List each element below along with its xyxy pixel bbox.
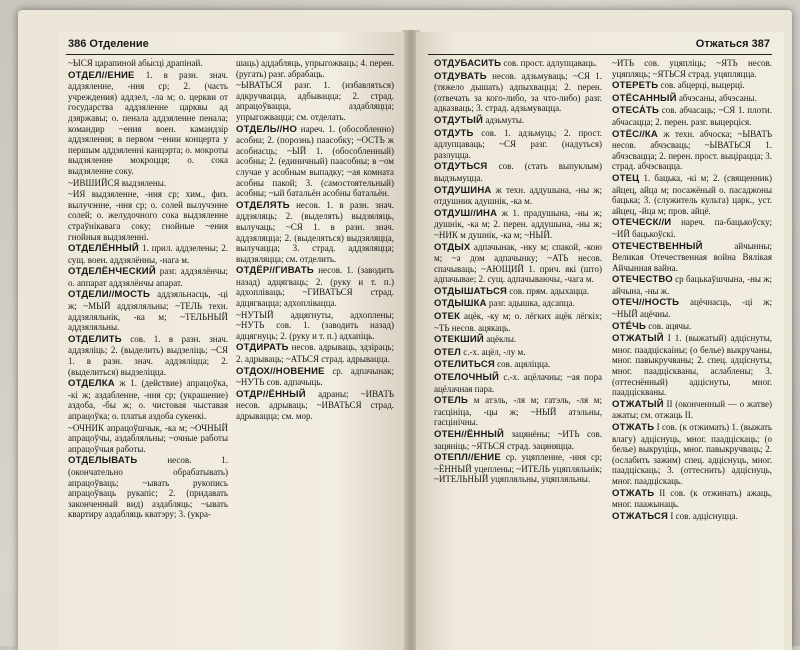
entry-definition: ж техн. абчоска; ~ЫВАТЬ несов. абчэсваць; ~ЫВАТЬСЯ 1. абчэсвацца; 2. перен. прост. выцірацца; 3. страд. абчэсвацца. [612,128,772,172]
entry-headword: ОТДУТЬ [434,127,474,139]
entry-headword: ОТДЫШАТЬСЯ [434,285,508,297]
entry-headword: ОТЕН//ЁННЫЙ [434,429,505,440]
entry-headword: ОТЁС//КА [612,128,658,140]
header-rule [428,54,772,55]
dictionary-entry [612,217,772,239]
dictionary-entry [434,115,602,127]
entry-definition: зацянёны; ~ИТЬ сов. зацяніць; ~ЯТЬСЯ страд. зацяняцца. [434,429,602,451]
entry-headword: ОТДУШИНА [434,184,492,196]
entry-headword: ОТДУТЫЙ [434,114,484,126]
entry-headword: ОТЕЧ//НОСТЬ [612,297,680,309]
dictionary-entry [434,185,602,207]
dictionary-entry [68,334,228,377]
dictionary-entry [434,161,602,183]
entry-definition: ацёк, -ку м; о. лёгких ацёк лёгкіх; ~ТЬ несов. ацякаць. [434,311,602,333]
entry-headword: ОТДЕЛЬ//НО [236,123,298,135]
entry-definition: ~ЫВАТЬСЯ разг. 1. (избавляться) адкручвацца, адбывацца; 2. страд. апрацоўвацца, аздабляцца; упрыгожвацца; см. отделать. [236,80,394,122]
dictionary-entry [434,242,602,285]
dictionary-entry [434,58,602,70]
entry-headword: ОТДЕЛИ//МОСТЬ [68,289,150,301]
dictionary-entry [612,173,772,216]
entry-definition: сов. ацяліцца. [497,359,551,370]
entry-headword: ОТДЕЛЁННЫЙ [68,243,139,255]
entry-definition: несов. 1. (заводить назад) адцягваць; 2. (руку и т. п.) адхопліваць; ~ГИВАТЬСЯ страд. адцягвацца; адхоплівацца. [236,265,394,309]
entry-headword: ОТЖАТЬСЯ [612,510,669,522]
entry-definition: шаць) аддабляць, упрыгожваць; 4. перен. (ругать) разг. абраба́ць. [236,58,394,79]
entry-definition: айчынны; Великая Отечественная война Вялікая Айчынная вайна. [612,240,772,273]
entry-definition: ср. адпачынак; ~НУТЬ сов. адпачыць. [236,365,394,388]
dictionary-entry [434,359,602,371]
entry-definition: сов. абцерці, выцерці. [660,80,745,91]
entry-headword: ОТДЕЛЁНЧЕСКИЙ [68,266,156,278]
dictionary-entry [434,286,602,298]
entry-headword: ОТЕСА́ТЬ [612,105,660,117]
entry-headword: ОТЖАТЫЙ [612,333,664,345]
entry-definition: с.-х. ацёлачны; ~ая пора ацёлачная пара. [434,372,602,394]
dictionary-entry [68,455,228,520]
right-page-header: Отжаться 387 [695,38,770,50]
entry-headword: ОТЕПЛ//ЕНИЕ [434,452,501,464]
dictionary-entry [236,342,394,364]
dictionary-entry [612,129,772,172]
entry-headword: ОТДУБАСИТЬ [434,58,502,69]
dictionary-entry [68,289,228,332]
entry-definition: ж 1. прадушына, -ны ж; душнік, -ка м; 2. перен. аддушына, -ны ж; ~НИК м душнік, -ка м; ~НЫЙ. [434,207,602,240]
dictionary-entry [236,366,394,388]
entry-headword: ОТДУТЬСЯ [434,161,488,173]
entry-headword: ОТЕЛИТЬСЯ [434,359,495,371]
entry-headword: ОТЕЧЕСК//И [612,217,672,229]
entry-headword: ОТДУВАТЬ [434,70,487,82]
dictionary-entry [612,105,772,127]
entry-headword: ОТДЫШКА [434,298,487,310]
entry-headword: ОТДР//ЁННЫЙ [236,388,306,400]
entry-definition: ~ИВШИЙСЯ выдзялены. [68,177,166,188]
entry-headword: ОТЕЛЬ [434,395,469,407]
dictionary-entry [434,298,602,310]
entry-definition: несов. адрываць, здзіраць; 2. адрываць; ~АТЬСЯ страд. адрывацца. [236,342,394,365]
entry-definition: ср бацькаўшчына, -ны ж; айчына, -ны ж. [612,274,772,296]
entry-definition: ~ОЧНИК апрацоўшчык, -ка м; ~ОЧНЫЙ апрацоўчы, аздабляльны; ~очные работы апрацоўчыя работы. [68,422,228,454]
entry-definition: II (оконченный — о жатве) ажаты; см. отжаць II. [612,398,772,421]
dictionary-entry [236,389,394,422]
dictionary-entry [68,189,228,242]
dictionary-entry [68,243,228,265]
dictionary-entry [612,80,772,92]
dictionary-entry [612,297,772,319]
dictionary-entry [612,58,772,79]
dictionary-entry [612,241,772,274]
entry-headword: ОТДИРАТЬ [236,342,289,354]
entry-headword: ОТДЕЛИТЬ [68,333,122,345]
header-rule [66,54,394,55]
dictionary-entry [434,429,602,451]
entry-definition: ацёклы. [486,334,517,345]
entry-definition: адпачынак, -нку м; спакой, -кою м; ~а дом адпачынку; ~АТЬ несов. спачываць; ~АЮЩИЙ 1. прич. які (што) адпачывае; 2. сущ. адпачываючы, -чага м. [434,241,602,285]
left-column-2 [236,58,394,648]
entry-definition: ~НУТЫЙ адцягнуты, адхоплены; ~НУТЬ сов. 1. (заводить назад) адцягнуць; 2. (руку и т. п.) адхапіць. [236,309,394,341]
entry-definition: I сов. (к отжимать) 1. (выжать влагу) адціснуць, мног. паадціскаць; (о белье) выкруціць, мног. павыкручваць; 2. (ослабить зажим) спец. адціснуць, мног. паадціскаць; 3. (оттеснить) адціснуць, мног. паадціскаць. [612,422,772,486]
dictionary-entry [434,372,602,394]
entry-headword: ОТДЕЛЯТЬ [236,199,290,211]
dictionary-entry [236,124,394,199]
dictionary-entry [434,334,602,346]
entry-definition: абчэсаны, абчэсаны. [678,92,757,103]
entry-headword: ОТЖАТЫЙ [612,398,664,410]
right-page [416,32,784,650]
entry-headword: ОТЕК [434,311,461,323]
entry-headword: ОТЖАТЬ [612,422,655,433]
open-book [18,10,792,650]
entry-headword: ОТДЕЛ//ЕНИЕ [68,69,135,81]
dictionary-entry [236,200,394,265]
dictionary-entry [434,128,602,161]
entry-definition: разг. адышка, адсапца. [488,298,575,309]
entry-headword: ОТЖАТЬ [612,487,655,499]
entry-headword: ОТДУШ//ИНА [434,207,498,219]
entry-definition: несов. 1. (окончательно обрабатывать) апрацоўваць; ~ывать рукопись апрацоўваць рукапіс; 2. (придавать законченный вид) аздабляць; ~ывать квартиру аздабляць кватэру; 3. (укра- [68,455,228,520]
entry-headword: ОТЕЦ [612,172,640,184]
entry-definition: аддзяльнасць, -ці ж; ~МЫЙ аддзяляльны; ~ТЕЛЬ техн. аддзяляльнік, -ка м; ~ТЕЛЬНЫЙ аддзяляльны. [68,289,228,333]
entry-definition: II сов. (к отжинать) ажаць, мног. паажынаць. [612,487,772,510]
entry-definition: сов. 1. в разн. знач. аддзяліць; 2. (выделить) выдзеліць; ~СЯ 1. в разн. знач. аддзяліцца; 2. (выделиться) выдзеліцца. [68,333,228,377]
dictionary-entry [612,422,772,487]
entry-definition: сов. ацячы. [648,320,692,331]
entry-headword: ОТЕРЕТЬ [612,80,659,92]
entry-definition: ~ЫСЯ царапиной абы́сці драпінай. [68,58,203,68]
dictionary-entry [612,93,772,105]
dictionary-entry [68,178,228,189]
entry-definition: I сов. адціснуцца. [670,510,738,521]
entry-headword: ОТДЫХ [434,241,471,253]
left-page-header: 386 Отделение [68,38,149,50]
entry-definition: ж техн. аддушына, -ны ж; отдушник адушнік, -ка м. [434,184,602,207]
dictionary-entry [236,265,394,308]
left-page [58,32,404,650]
dictionary-entry [434,311,602,333]
left-column-1 [68,58,228,648]
entry-definition: ацёчнасць, -ці ж; ~НЫЙ ацёчны. [612,297,772,320]
entry-definition: 1. бацька, -кі м; 2. (священник) айцец, айца м; посажёный о. пасаджоны бацька; 3. (служитель культа) царк., уст. айцец, -йца м; пров. айцё. [612,172,772,216]
entry-definition: адраны; ~ИВАТЬ несов. адрываць; ~ИВАТЬСЯ страд. адрывацца; см. мор. [236,388,394,421]
dictionary-entry [434,395,602,428]
dictionary-entry [612,488,772,510]
entry-definition: ж 1. (действие) апрацоўка, -кі ж; аздабленне, -ння ср; (украшение) аздоба, -бы ж; о. чистовая чыставая апрацоўка; о. платья аздоба сукенкі. [68,378,228,421]
right-column-2 [612,58,772,648]
dictionary-entry [434,452,602,485]
entry-definition: ~ИЯ выдзяленне, -ння ср; хим., физ. вылучэнне, -ння ср; о. солей вылучэнне солей; о. желудочного сока выдзяленне страўнікавага соку; гнойные ~ения гнойныя выдзяленні. [68,189,228,242]
entry-headword: ОТЕ́ЧЬ [612,320,647,332]
entry-headword: ОТДЁР//ГИВАТЬ [236,265,314,277]
entry-definition: сов. абчасаць; ~СЯ 1. плоти. абчасацца; 2. перен. разг. выцерціся. [612,105,772,127]
entry-headword: ОТЕКШИЙ [434,334,484,346]
entry-definition: несов. 1. в разн. знач. аддзяляць; 2. (выделять) выдзяляць, вылучаць; ~СЯ 1. в разн. знач. аддзяляцца; 2. (выделяться) выдзяляцца, вылучацца; 3. страд. аддзяляцца; выдзяляцца; см. отделить. [236,199,394,264]
dictionary-entry [612,399,772,421]
entry-definition: ~ИТЬ сов. уцяпліць; ~ЯТЬ несов. уцяпляць; ~ЯТЬСЯ страд. уцяпляцца. [612,58,772,79]
dictionary-entry [612,511,772,523]
dictionary-entry [68,58,228,69]
entry-definition: 1. прил. аддзелены; 2. сущ. воен. аддзялённы, -нага м. [68,243,228,265]
dictionary-entry [236,58,394,79]
right-column-1 [434,58,602,648]
dictionary-entry [434,208,602,241]
entry-definition: с.-х. ацёл, -лу м. [463,346,526,357]
dictionary-entry [68,423,228,455]
dictionary-entry [612,321,772,333]
entry-definition: нареч. 1. (обособленно) асобна; 2. (порознь) паасобку; ~ОСТЬ ж асобнасць; ~ЫЙ 1. (обособленный) асобны; 2. (единичный) паасобны; в ~ом случае у асобным выпадку; ~ая комната асобны пакой; 3. (самостоятельный) асобны; ~ый батальён асобны батальён. [236,123,394,199]
entry-headword: ОТЕЧЕСТВО [612,274,673,286]
entry-headword: ОТДОХ//НОВЕНИЕ [236,365,325,377]
dictionary-entry [68,70,228,177]
entry-definition: I 1. (выжатый) адціснуты, мног. паадціскаіны; (о белье) выкручаны, мног. павыкручваны; 2. спец. адціснуты, мног. паадціскваны, аслаблены; 3. (оттеснённый) адціснуты, мног. паадціскваны. [612,333,772,398]
entry-headword: ОТЁСАННЫЙ [612,92,677,104]
dictionary-entry [434,347,602,359]
dictionary-entry [236,80,394,122]
entry-definition: адзьмуты. [485,114,525,125]
entry-headword: ОТЕЛ [434,346,461,358]
entry-headword: ОТДЕЛЫВАТЬ [68,455,138,467]
entry-definition: м атэль, -ля м; гатэль, -ля м; гасцініца, -цы ж; ~НЫЙ атэльны, гасцінічны. [434,395,602,428]
dictionary-entry [612,274,772,296]
entry-headword: ОТЕЧЕСТВЕННЫЙ [612,240,703,252]
entry-definition: несов. адзьмуваць; ~СЯ 1. (тяжело дышать) адпыхвацца; 2. перен. (отвечать за кого-либо, за что-либо) разг. адказваць; 3. страд. адзьмувацца. [434,70,602,114]
entry-definition: 1. в разн. знач. аддзяленне, -ння ср; 2. (часть учреждения) аддзел, -ла м; о. церкви от государства аддзяленне царквы ад дзяржавы; о. пенала аддзяленне пенала; командир ~ения воен. камандзір аддзялення; в первом ~ении концерта у першым аддзяленні канцэрта; о. мокроты выдзяленне мокроцця; о. сока выдзяленне соку. [68,69,228,176]
entry-headword: ОТЕЛОЧНЫЙ [434,372,500,384]
dictionary-entry [434,71,602,114]
entry-definition: разг. аддзялёнчы; о. аппарат аддзялёнчы апарат. [68,266,228,288]
dictionary-entry [68,378,228,421]
entry-definition: сов. прост. адлупцаваць. [503,58,597,68]
entry-definition: сов. (стать выпуклым) выдзьмуцца. [434,161,602,183]
dictionary-entry [236,310,394,342]
entry-definition: нареч. па-бацькоўску; ~ИЙ бацькоўскі. [612,217,772,239]
dictionary-entry [612,333,772,398]
entry-definition: сов. 1. адзьмуць; 2. прост. адлупцаваць; ~СЯ разг. (надуться) разлуцца. [434,127,602,160]
entry-headword: ОТДЕЛКА [68,378,115,390]
entry-definition: ср. уцяпленне, -ння ср; ~ЁННЫЙ уцеплены; ~ИТЕЛЬ уцяпляльнік; ~ИТЕЛЬНЫЙ уцяпляльны, уцяпляльны. [434,452,602,485]
entry-definition: сов. прям. адыхацца. [509,285,590,296]
dictionary-entry [68,266,228,288]
